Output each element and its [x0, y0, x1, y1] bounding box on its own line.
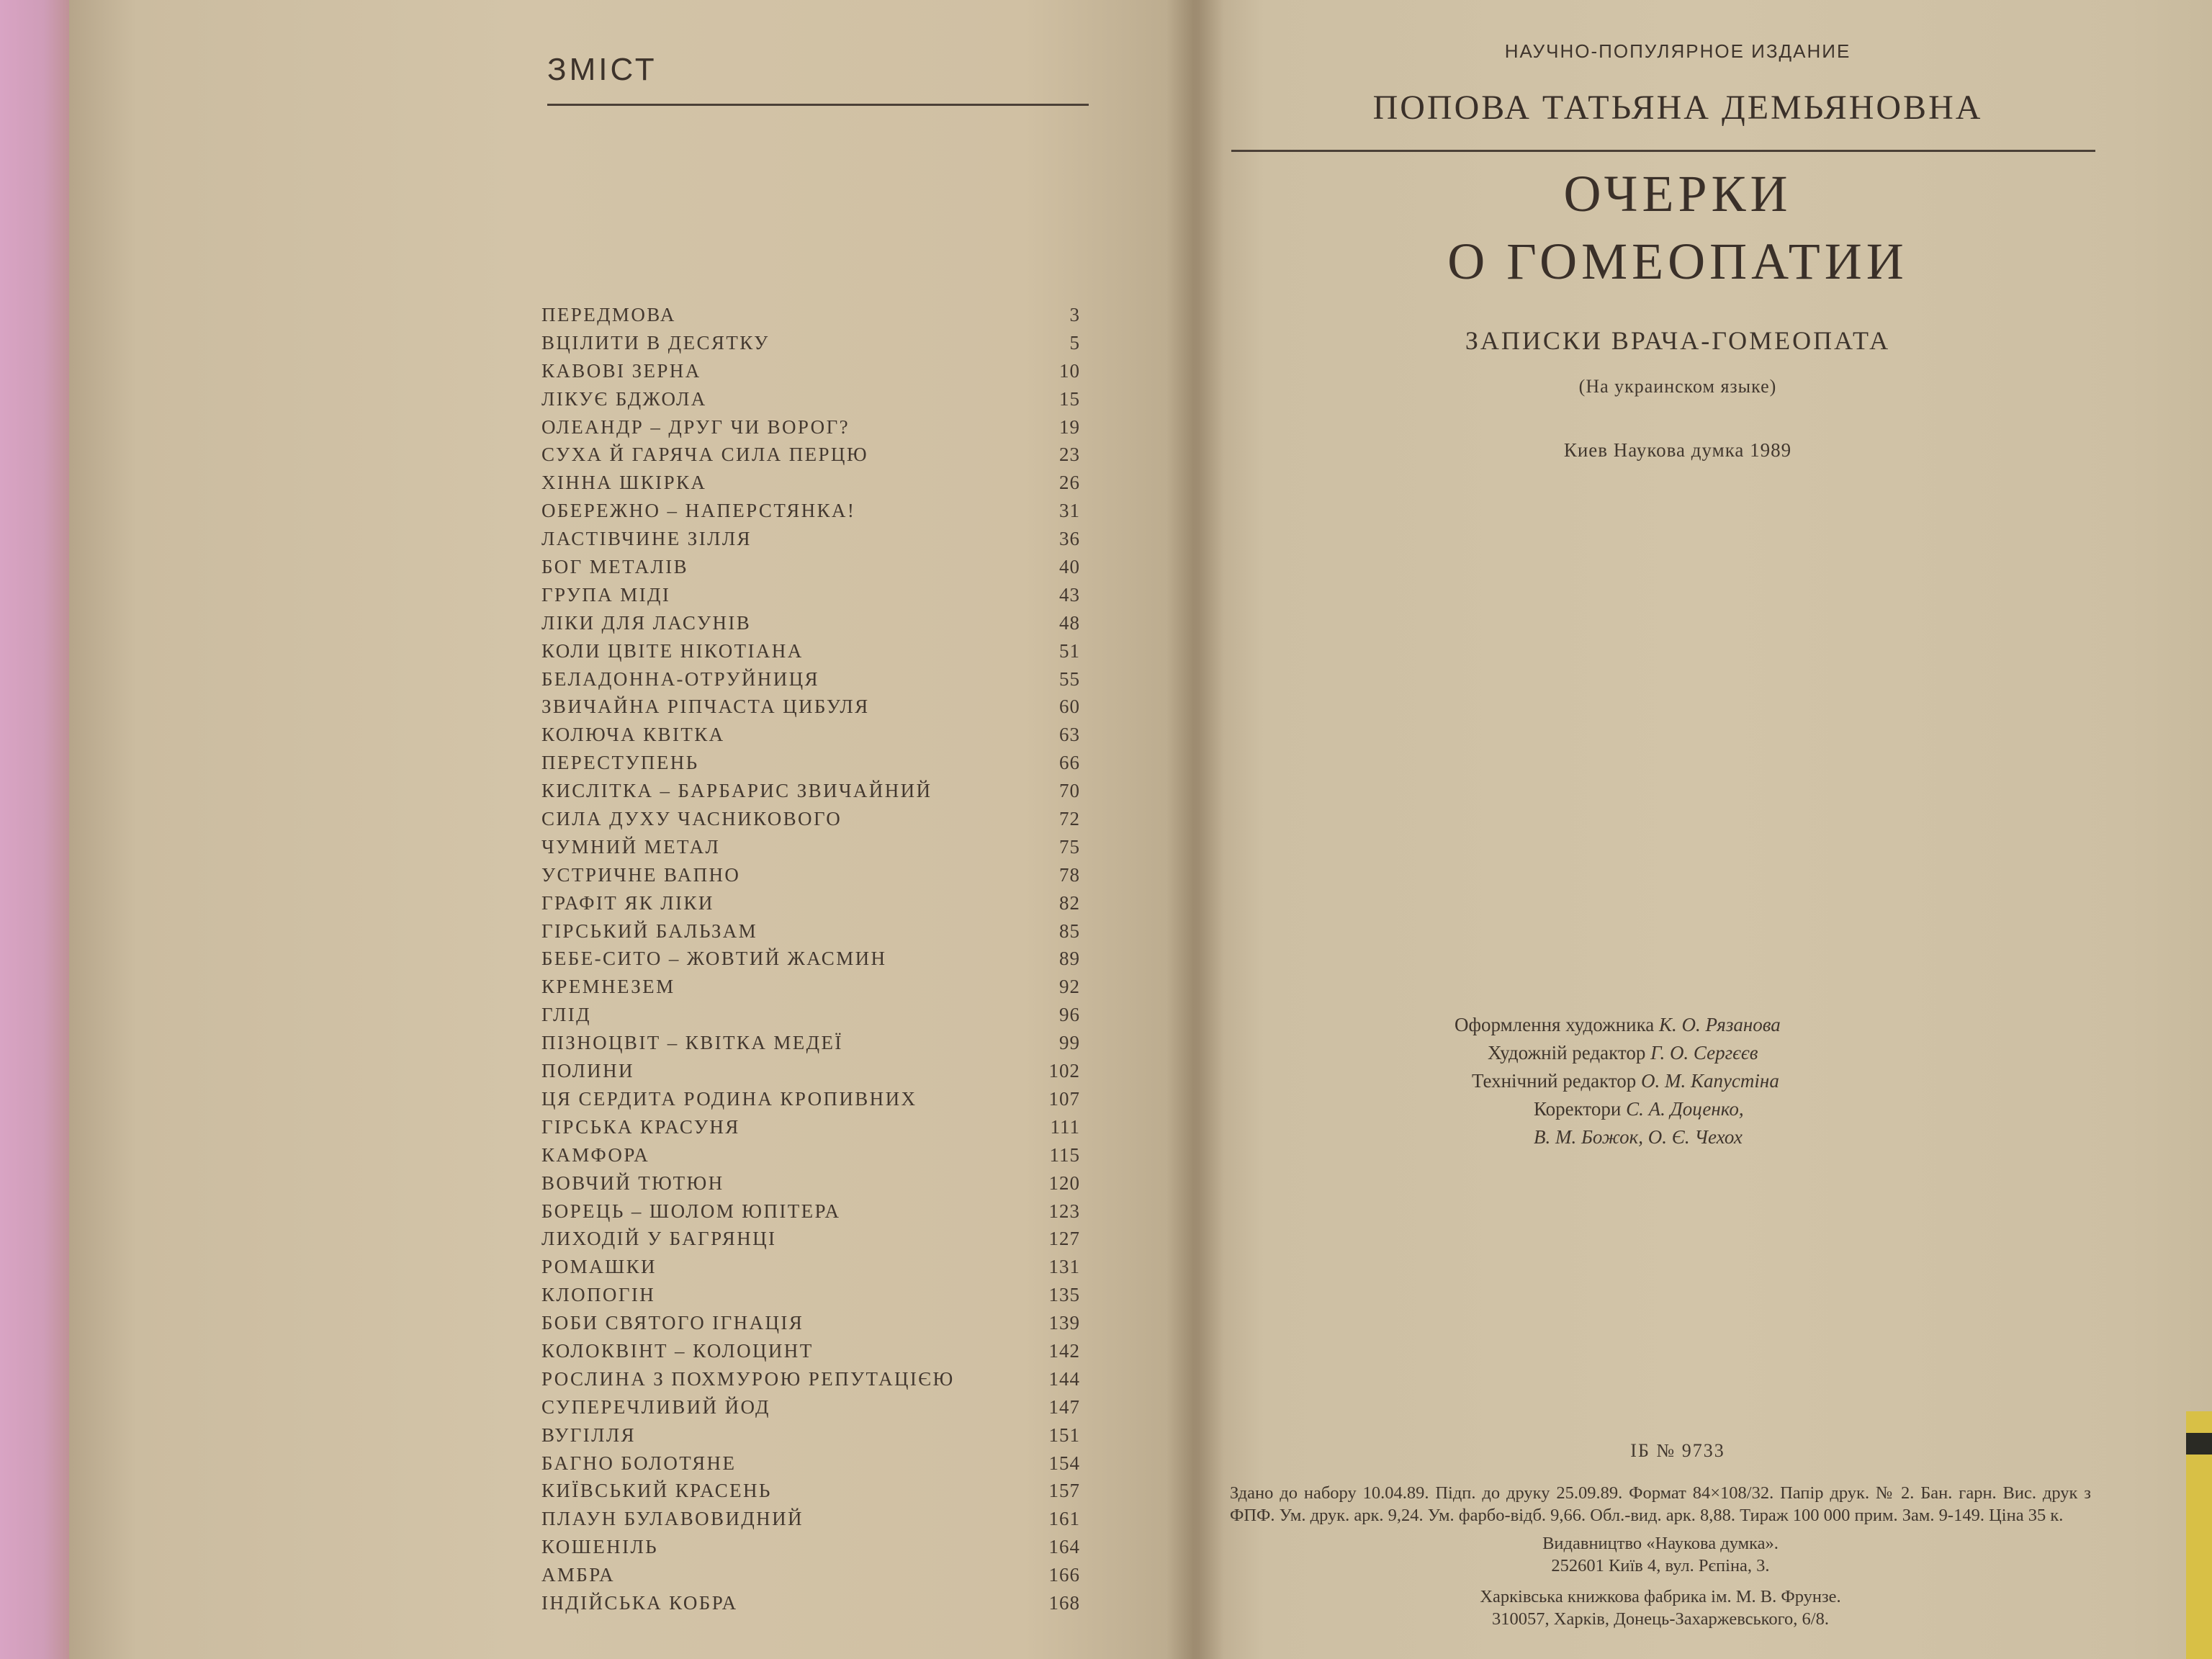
contents-item-title: КОЛОКВІНТ – КОЛОЦИНТ — [541, 1339, 814, 1362]
contents-item — [533, 917, 1094, 945]
contents-item-title: ПЕРЕДМОВА — [541, 304, 676, 325]
contents-item-title: РОМАШКИ — [541, 1256, 657, 1278]
credit-names: Г. О. Сергєєв — [1650, 1042, 1758, 1064]
contents-item — [533, 1225, 1094, 1253]
contents-item-page: 92 — [1059, 976, 1080, 998]
contents-item-title: ВУГІЛЛЯ — [541, 1424, 636, 1446]
contents-item — [533, 749, 1094, 777]
contents-item-page: 43 — [1059, 583, 1080, 606]
contents-item — [533, 1113, 1094, 1141]
contents-item-title: ЛАСТІВЧИНЕ ЗІЛЛЯ — [541, 528, 752, 550]
contents-item-title: ПЛАУН БУЛАВОВИДНИЙ — [541, 1508, 804, 1530]
print-details-block — [1230, 1482, 2091, 1630]
contents-item-page: 144 — [1048, 1367, 1080, 1390]
contents-item-page: 10 — [1059, 359, 1080, 382]
contents-item-title: ІНДІЙСЬКА КОБРА — [541, 1591, 738, 1614]
contents-item — [533, 861, 1094, 889]
contents-item-title: КИЇВСЬКИЙ КРАСЕНЬ — [541, 1480, 772, 1502]
contents-heading: ЗМІСТ — [547, 52, 657, 87]
contents-item — [533, 525, 1094, 553]
contents-item — [533, 1085, 1094, 1113]
contents-item-title: КРЕМНЕЗЕМ — [541, 976, 675, 998]
contents-item — [533, 1505, 1094, 1533]
contents-item-title: ЦЯ СЕРДИТА РОДИНА КРОПИВНИХ — [541, 1087, 917, 1110]
contents-item-title: БОРЕЦЬ – ШОЛОМ ЮПІТЕРА — [541, 1200, 841, 1222]
print-details: Здано до набору 10.04.89. Підп. до друку 25.09.89. Формат 84×108/32. Папір друк. № 2. Бан. гарн. Вис. друк з ФПФ. Ум. друк. арк. 9,24. Ум. фарбо-відб. 9,66. Обл.-вид. арк. 8,88. Тираж 100 000 прим. Зам. 9-149. Ціна 35 к. — [1230, 1483, 2091, 1525]
book-title-line-2: О ГОМЕОПАТИИ — [1447, 233, 1908, 290]
contents-item-page: 51 — [1059, 639, 1080, 662]
contents-item-title: ГІРСЬКА КРАСУНЯ — [541, 1115, 740, 1138]
contents-item-title: СУХА Й ГАРЯЧА СИЛА ПЕРЦЮ — [541, 444, 868, 466]
contents-item-page: 5 — [1069, 331, 1080, 354]
contents-item-title: КЛОПОГІН — [541, 1284, 656, 1306]
contents-item — [533, 1477, 1094, 1505]
contents-item-page: 99 — [1059, 1032, 1080, 1054]
contents-item — [533, 721, 1094, 749]
contents-item — [533, 329, 1094, 357]
contents-item-title: УСТРИЧНЕ ВАПНО — [541, 863, 741, 886]
contents-item — [533, 1561, 1094, 1589]
contents-item-title: ОБЕРЕЖНО – НАПЕРСТЯНКА! — [541, 500, 856, 522]
contents-item — [533, 1365, 1094, 1393]
contents-item-title: ГІРСЬКИЙ БАЛЬЗАМ — [541, 920, 758, 942]
publisher-address: 252601 Київ 4, вул. Рєпіна, 3. — [1551, 1556, 1770, 1575]
contents-item-page: 164 — [1048, 1536, 1080, 1558]
contents-item-title: БОБИ СВЯТОГО ІГНАЦІЯ — [541, 1312, 804, 1334]
contents-item-title: ВОВЧИЙ ТЮТЮН — [541, 1172, 724, 1194]
credit-line — [1455, 1067, 1781, 1095]
contents-item — [533, 693, 1094, 721]
credit-role: Коректори — [1534, 1098, 1622, 1120]
contents-item-title: БЕЛАДОННА-ОТРУЙНИЦЯ — [541, 667, 819, 690]
contents-item-page: 66 — [1059, 752, 1080, 774]
contents-item-title: БАГНО БОЛОТЯНЕ — [541, 1452, 737, 1474]
contents-item — [533, 1393, 1094, 1421]
credit-role: Художній редактор — [1488, 1042, 1646, 1064]
contents-item-title: КОЛИ ЦВІТЕ НІКОТІАНА — [541, 639, 804, 662]
contents-item — [533, 581, 1094, 609]
contents-item — [533, 1169, 1094, 1197]
contents-item-page: 36 — [1059, 528, 1080, 550]
contents-item-title: ПІЗНОЦВІТ – КВІТКА МЕДЕЇ — [541, 1032, 843, 1054]
contents-item-title: КАВОВІ ЗЕРНА — [541, 359, 701, 382]
contents-item-page: 147 — [1048, 1395, 1080, 1418]
contents-item — [533, 1141, 1094, 1169]
credit-role: Технічний редактор — [1472, 1070, 1637, 1092]
contents-item-page: 26 — [1059, 472, 1080, 494]
contents-item-page: 19 — [1059, 415, 1080, 438]
contents-item-page: 55 — [1059, 667, 1080, 690]
contents-item-title: КОЛЮЧА КВІТКА — [541, 724, 725, 746]
contents-item — [533, 413, 1094, 441]
contents-item-page: 23 — [1059, 444, 1080, 466]
contents-item — [533, 1197, 1094, 1226]
contents-item-page: 131 — [1048, 1256, 1080, 1278]
credit-line — [1455, 1095, 1781, 1123]
book-title-line-1: ОЧЕРКИ — [1563, 165, 1792, 222]
contents-item — [533, 665, 1094, 693]
contents-item — [533, 1309, 1094, 1337]
book-gutter — [1166, 0, 1224, 1659]
contents-item-page: 60 — [1059, 696, 1080, 718]
contents-item-page: 123 — [1048, 1200, 1080, 1222]
contents-item-title: КОШЕНІЛЬ — [541, 1536, 659, 1558]
contents-item-page: 70 — [1059, 780, 1080, 802]
contents-list — [533, 301, 1094, 1617]
contents-item — [533, 1533, 1094, 1561]
contents-item — [533, 945, 1094, 973]
contents-item — [533, 553, 1094, 581]
contents-item-page: 31 — [1059, 500, 1080, 522]
credit-line — [1455, 1011, 1781, 1039]
author-name: ПОПОВА ТАТЬЯНА ДЕМЬЯНОВНА — [1372, 89, 1983, 127]
contents-item-page: 3 — [1069, 304, 1080, 325]
contents-item-page: 168 — [1048, 1591, 1080, 1614]
book-subtitle: ЗАПИСКИ ВРАЧА-ГОМЕОПАТА — [1465, 326, 1891, 355]
contents-item-title: ГЛІД — [541, 1004, 591, 1026]
language-note: (На украинском языке) — [1578, 376, 1777, 397]
contents-item — [533, 497, 1094, 525]
place-publisher-year: Киев Наукова думка 1989 — [1563, 439, 1792, 461]
contents-item-title: ПОЛИНИ — [541, 1060, 634, 1082]
contents-item-page: 107 — [1048, 1087, 1080, 1110]
contents-item-title: ЧУМНИЙ МЕТАЛ — [541, 835, 721, 858]
contents-item-title: ВЦІЛИТИ В ДЕСЯТКУ — [541, 331, 770, 354]
credit-line — [1455, 1123, 1781, 1151]
contents-item — [533, 357, 1094, 385]
contents-item-page: 157 — [1048, 1480, 1080, 1502]
contents-item-page: 75 — [1059, 835, 1080, 858]
contents-item — [533, 1589, 1094, 1617]
contents-item — [533, 469, 1094, 497]
contents-item-page: 142 — [1048, 1339, 1080, 1362]
contents-item — [533, 441, 1094, 469]
contents-item-page: 96 — [1059, 1004, 1080, 1026]
contents-rule — [547, 104, 1089, 106]
contents-item-title: ГРУПА МІДІ — [541, 583, 671, 606]
credit-role: Оформлення художника — [1455, 1014, 1655, 1035]
contents-item — [533, 609, 1094, 637]
contents-item-title: АМБРА — [541, 1564, 616, 1586]
contents-item — [533, 889, 1094, 917]
contents-item — [533, 301, 1094, 329]
contents-item-page: 166 — [1048, 1564, 1080, 1586]
printer-address: 310057, Харків, Донець-Захаржевського, 6/8. — [1492, 1609, 1829, 1629]
contents-item-page: 111 — [1050, 1115, 1080, 1138]
contents-item — [533, 1029, 1094, 1057]
contents-item-title: ЛІКУЄ БДЖОЛА — [541, 387, 707, 410]
contents-item-page: 161 — [1048, 1508, 1080, 1530]
contents-item-title: ЛІКИ ДЛЯ ЛАСУНІВ — [541, 611, 752, 634]
contents-item — [533, 1281, 1094, 1309]
contents-item-page: 15 — [1059, 387, 1080, 410]
contents-item — [533, 1337, 1094, 1365]
contents-item-page: 154 — [1048, 1452, 1080, 1474]
printer: Харківська книжкова фабрика ім. М. В. Фрунзе. — [1480, 1587, 1841, 1606]
edition-type: НАУЧНО-ПОПУЛЯРНОЕ ИЗДАНИЕ — [1504, 40, 1851, 62]
contents-item-page: 139 — [1048, 1312, 1080, 1334]
contents-item — [533, 1421, 1094, 1449]
contents-item-title: ЛИХОДІЙ У БАГРЯНЦІ — [541, 1228, 777, 1250]
cover-corner-stripe — [2186, 1433, 2212, 1455]
publisher: Видавництво «Наукова думка». — [1542, 1534, 1779, 1553]
contents-item-page: 89 — [1059, 948, 1080, 970]
contents-item — [533, 385, 1094, 413]
ib-number: ІБ № 9733 — [1630, 1440, 1725, 1461]
book-title — [1224, 160, 2131, 295]
credits-block — [1455, 1011, 1781, 1151]
contents-item — [533, 805, 1094, 833]
contents-item-page: 72 — [1059, 808, 1080, 830]
contents-item-title: СИЛА ДУХУ ЧАСНИКОВОГО — [541, 808, 842, 830]
contents-item-title: ПЕРЕСТУПЕНЬ — [541, 752, 699, 774]
credit-names: С. А. Доценко, — [1626, 1098, 1744, 1120]
contents-item-title: РОСЛИНА З ПОХМУРОЮ РЕПУТАЦІЄЮ — [541, 1367, 955, 1390]
contents-item-page: 127 — [1048, 1228, 1080, 1250]
contents-item-title: БЕБЕ-СИТО – ЖОВТИЙ ЖАСМИН — [541, 948, 887, 970]
contents-item — [533, 973, 1094, 1001]
contents-item-page: 78 — [1059, 863, 1080, 886]
contents-item-title: ЗВИЧАЙНА РІПЧАСТА ЦИБУЛЯ — [541, 696, 870, 718]
contents-item-page: 40 — [1059, 556, 1080, 578]
contents-item — [533, 777, 1094, 805]
contents-item — [533, 833, 1094, 861]
contents-item-title: СУПЕРЕЧЛИВИЙ ЙОД — [541, 1395, 770, 1418]
contents-item-title: ОЛЕАНДР – ДРУГ ЧИ ВОРОГ? — [541, 415, 850, 438]
book-edge-background — [0, 0, 79, 1659]
credit-names: О. М. Капустіна — [1641, 1070, 1779, 1092]
author-rule — [1231, 150, 2095, 152]
contents-item-page: 120 — [1048, 1172, 1080, 1194]
contents-item-page: 135 — [1048, 1284, 1080, 1306]
contents-item-title: ГРАФІТ ЯК ЛІКИ — [541, 891, 714, 914]
credit-names: К. О. Рязанова — [1659, 1014, 1781, 1035]
contents-item-page: 151 — [1048, 1424, 1080, 1446]
credit-line — [1455, 1039, 1781, 1067]
contents-item-page: 82 — [1059, 891, 1080, 914]
contents-item-title: БОГ МЕТАЛІВ — [541, 556, 689, 578]
contents-item-title: КАМФОРА — [541, 1143, 650, 1166]
contents-item-page: 102 — [1048, 1060, 1080, 1082]
contents-item — [533, 637, 1094, 665]
contents-item-title: ХІННА ШКІРКА — [541, 472, 707, 494]
credit-names-continued: В. М. Божок, О. Є. Чехох — [1534, 1126, 1743, 1148]
contents-item — [533, 1001, 1094, 1029]
contents-item — [533, 1449, 1094, 1478]
contents-item-page: 63 — [1059, 724, 1080, 746]
contents-item-title: КИСЛІТКА – БАРБАРИС ЗВИЧАЙНИЙ — [541, 780, 932, 802]
contents-item — [533, 1253, 1094, 1281]
contents-item-page: 85 — [1059, 920, 1080, 942]
contents-item-page: 48 — [1059, 611, 1080, 634]
contents-item-page: 115 — [1049, 1143, 1080, 1166]
contents-item — [533, 1057, 1094, 1085]
